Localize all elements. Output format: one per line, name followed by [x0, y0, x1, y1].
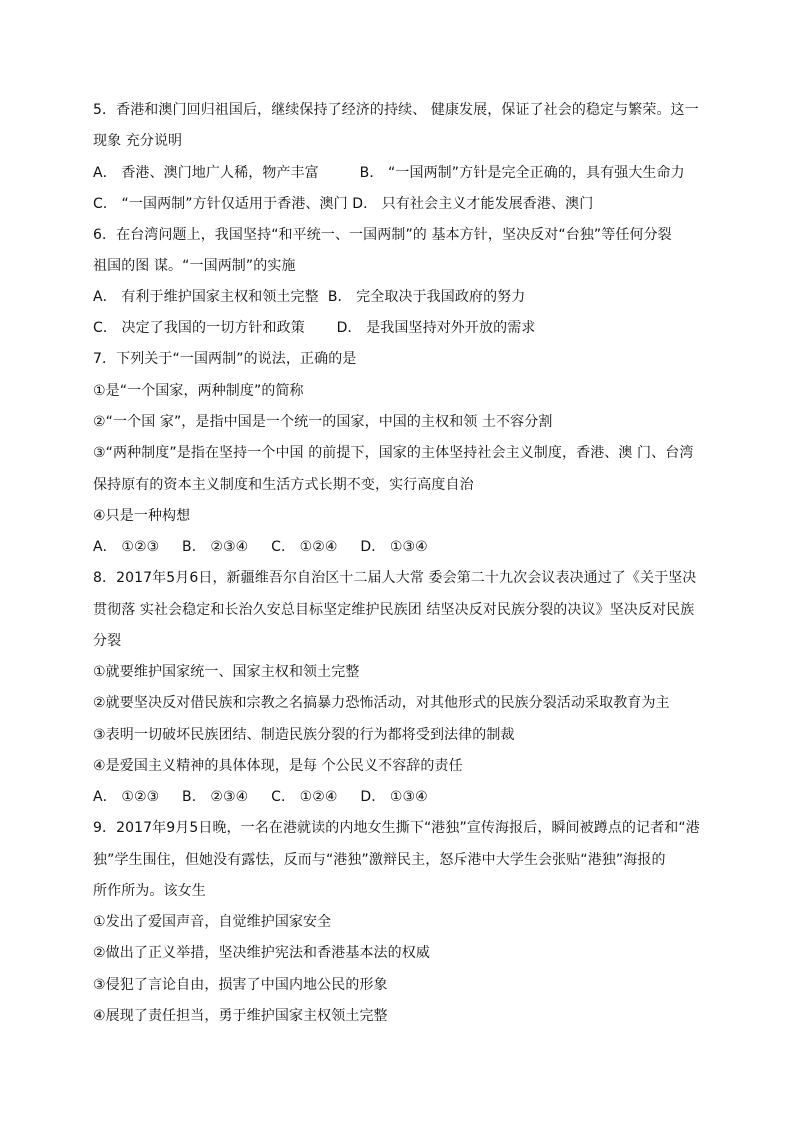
q9-item-4: ④展现了责任担当，勇于维护国家主权领土完整	[93, 1008, 388, 1024]
q7-item-1: ①是“一个国家，两种制度”的简称	[93, 383, 304, 399]
q8-stem-line-3: 分裂	[93, 633, 122, 649]
q9-stem-line-1: 9．2017年9月5日晚，一名在港就读的内地女生撕下“港独”宣传海报后，瞬间被蹲点的记者和“港	[93, 820, 700, 836]
q6-options-line-2: C． 决定了我国的一切方针和政策 D． 是我国坚持对外开放的需求	[93, 320, 536, 336]
q8-stem-line-2: 贯彻落 实社会稳定和长治久安总目标坚定维护民族团 结坚决反对民族分裂的决议》坚决反对民族	[93, 602, 695, 618]
q8-stem-line-1: 8．2017年5月6日，新疆维吾尔自治区十二届人大常 委会第二十九次会议表决通过了《关于坚决	[93, 570, 697, 586]
q6-options-line-1: A． 有利于维护国家主权和领土完整 B． 完全取决于我国政府的努力	[93, 289, 526, 305]
q9-stem-line-2: 独”学生围住，但她没有露怯，反而与“港独”激辩民主，怒斥港中大学生会张贴“港独”海报的	[93, 852, 666, 868]
q5-options-line-1: A． 香港、澳门地广人稀，物产丰富 B． “一国两制”方针是完全正确的，具有强大生命力	[93, 165, 685, 181]
q6-stem-line-1: 6．在台湾问题上，我国坚持“和平统一、一国两制”的 基本方针，坚决反对“台独”等任何分裂	[93, 227, 672, 243]
q5-stem-line-1: 5．香港和澳门回归祖国后，继续保持了经济的持续、 健康发展，保证了社会的稳定与繁荣。这一	[93, 102, 699, 118]
q9-item-1: ①发出了爱国声音，自觉维护国家安全	[93, 914, 332, 930]
q9-item-3: ③侵犯了言论自由，损害了中国内地公民的形象	[93, 977, 388, 993]
q6-stem-line-2: 祖国的图 谋。“一国两制”的实施	[93, 258, 296, 274]
q9-item-2: ②做出了正义举措，坚决维护宪法和香港基本法的权威	[93, 945, 430, 961]
q8-item-2: ②就要坚决反对借民族和宗教之名搞暴力恐怖活动，对其他形式的民族分裂活动采取教育为主	[93, 695, 670, 711]
q8-options: A． ①②③ B． ②③④ C． ①②④ D． ①③④	[93, 789, 428, 805]
q8-item-4: ④是爱国主义精神的具体体现，是每 个公民义不容辞的责任	[93, 758, 463, 774]
q7-stem: 7．下列关于“一国两制”的说法，正确的是	[93, 351, 357, 367]
q9-stem-line-3: 所作所为。该女生	[93, 883, 206, 899]
q7-item-3-line-2: 保持原有的资本主义制度和生活方式长期不变，实行高度自治	[93, 477, 474, 493]
q7-options: A． ①②③ B． ②③④ C． ①②④ D． ①③④	[93, 539, 428, 555]
q8-item-3: ③表明一切破坏民族团结、制造民族分裂的行为都将受到法律的制裁	[93, 727, 515, 743]
q5-options-line-2: C． “一国两制”方针仅适用于香港、澳门 D． 只有社会主义才能发展香港、澳门	[93, 196, 594, 212]
q5-stem-line-2: 现象 充分说明	[93, 133, 183, 149]
q7-item-4: ④只是一种构想	[93, 508, 191, 524]
q8-item-1: ①就要维护国家统一、国家主权和领土完整	[93, 664, 360, 680]
q7-item-3-line-1: ③“两种制度”是指在坚持一个中国 的前提下，国家的主体坚持社会主义制度，香港、澳 门、台湾	[93, 445, 694, 461]
q7-item-2: ②“一个国 家”，是指中国是一个统一的国家，中国的主权和领 土不容分割	[93, 414, 553, 430]
